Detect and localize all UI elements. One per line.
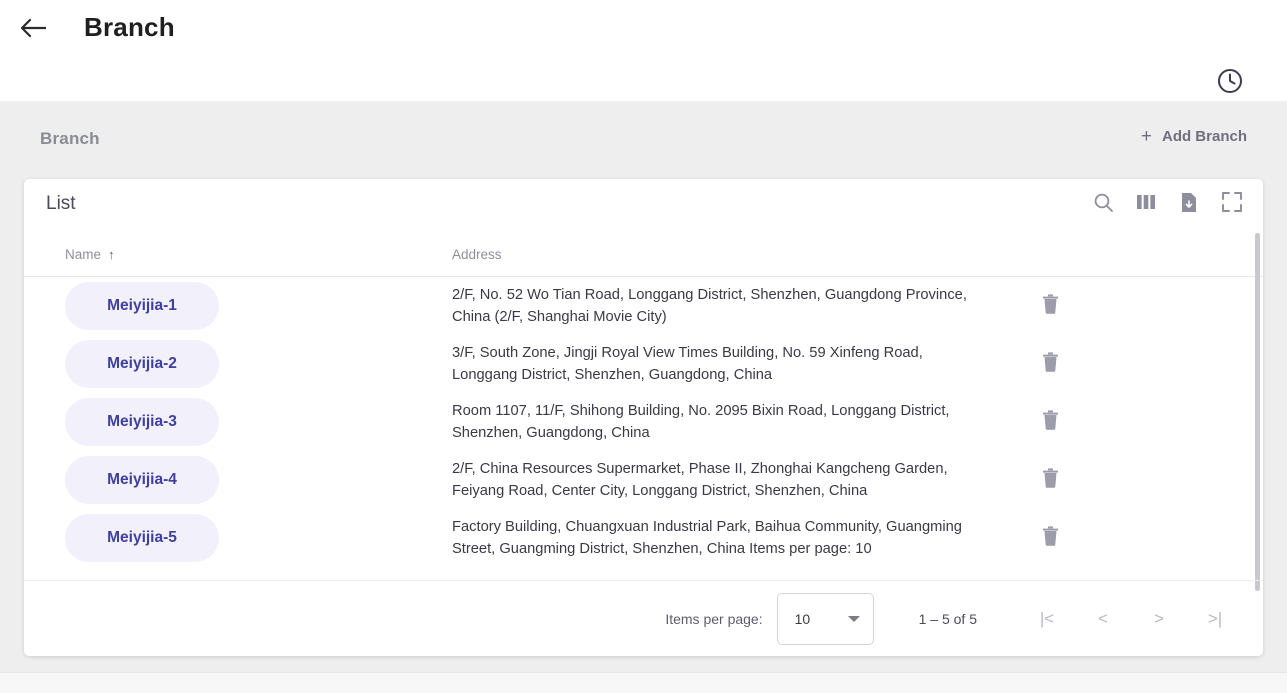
items-per-page-select[interactable] (777, 593, 874, 645)
column-header-name-label: Name (65, 247, 102, 262)
cell-actions (1012, 468, 1132, 493)
add-branch-button[interactable] (1141, 127, 1247, 146)
branch-name-chip[interactable]: Meiyijia-4 (65, 456, 219, 504)
cell-actions (1012, 526, 1132, 551)
page-title: Branch (84, 12, 175, 42)
branch-name-chip[interactable]: Meiyijia-2 (65, 340, 219, 388)
branch-name-chip[interactable]: Meiyijia-5 (65, 514, 219, 562)
content-area (0, 101, 1287, 672)
cell-address: Room 1107, 11/F, Shihong Building, No. 2095 Bixin Road, Longgang District, Shenzhen, Guangdong, China (452, 403, 950, 441)
table-row (24, 509, 1263, 565)
cell-address: Factory Building, Chuangxuan Industrial Park, Baihua Community, Guangming Street, Guangming District, Shenzhen, China Items per page: 10 (452, 519, 962, 557)
column-header-name[interactable] (24, 247, 452, 262)
trash-icon[interactable] (1042, 352, 1059, 377)
plus-icon: + (1140, 126, 1152, 147)
cell-actions (1012, 410, 1132, 435)
table-row (24, 393, 1263, 451)
fullscreen-icon[interactable] (1221, 191, 1243, 213)
cell-actions (1012, 294, 1132, 319)
clock-icon[interactable] (1217, 68, 1243, 94)
cell-address: 2/F, China Resources Supermarket, Phase II, Zhonghai Kangcheng Garden, Feiyang Road, Center City, Longgang District, Shenzhen, China (452, 461, 948, 499)
items-per-page-label: Items per page: (665, 610, 763, 627)
trash-icon[interactable] (1042, 410, 1059, 435)
next-page-button[interactable]: > (1154, 608, 1164, 628)
bottom-strip (0, 672, 1287, 693)
previous-page-button[interactable]: < (1098, 608, 1108, 628)
section-header (40, 126, 1247, 159)
cell-address: 3/F, South Zone, Jingji Royal View Times Building, No. 59 Xinfeng Road, Longgang District, Shenzhen, Guangdong, China (452, 345, 923, 383)
table-body (24, 277, 1263, 565)
card-title: List (46, 193, 76, 214)
last-page-button[interactable]: >| (1207, 608, 1223, 628)
chevron-down-icon (848, 616, 860, 622)
sort-ascending-icon: ↑ (108, 247, 115, 262)
column-header-address-label: Address (452, 247, 502, 262)
table-row (24, 277, 1263, 335)
first-page-button[interactable]: |< (1039, 608, 1055, 628)
add-branch-label: Add Branch (1161, 128, 1247, 145)
section-title: Branch (40, 129, 100, 148)
trash-icon[interactable] (1042, 294, 1059, 319)
cell-name (24, 398, 452, 446)
page-range-label: 1 – 5 of 5 (918, 610, 977, 627)
items-per-page-value: 10 (794, 610, 811, 627)
table-row (24, 335, 1263, 393)
branch-list-card (24, 179, 1263, 656)
top-bar (0, 0, 1287, 101)
card-toolbar (1092, 191, 1243, 213)
table-header-row (24, 233, 1263, 277)
cell-name (24, 514, 452, 562)
branch-name-chip[interactable]: Meiyijia-1 (65, 282, 219, 330)
paginator (24, 580, 1263, 656)
table-row (24, 451, 1263, 509)
search-icon[interactable] (1092, 191, 1114, 213)
cell-name (24, 282, 452, 330)
cell-actions (1012, 352, 1132, 377)
cell-address: 2/F, No. 52 Wo Tian Road, Longgang District, Shenzhen, Guangdong Province, China (2/F, Shanghai Movie City) (452, 287, 967, 325)
table-scrollbar[interactable] (1255, 233, 1260, 591)
trash-icon[interactable] (1042, 468, 1059, 493)
cell-name (24, 340, 452, 388)
export-file-icon[interactable] (1178, 191, 1200, 213)
trash-icon[interactable] (1042, 526, 1059, 551)
columns-icon[interactable] (1135, 191, 1157, 213)
table-scrollbar-thumb[interactable] (1255, 233, 1260, 591)
back-arrow-icon[interactable] (18, 12, 50, 44)
column-header-address[interactable] (452, 247, 1263, 262)
cell-name (24, 456, 452, 504)
card-header (24, 179, 1263, 233)
branch-name-chip[interactable]: Meiyijia-3 (65, 398, 219, 446)
